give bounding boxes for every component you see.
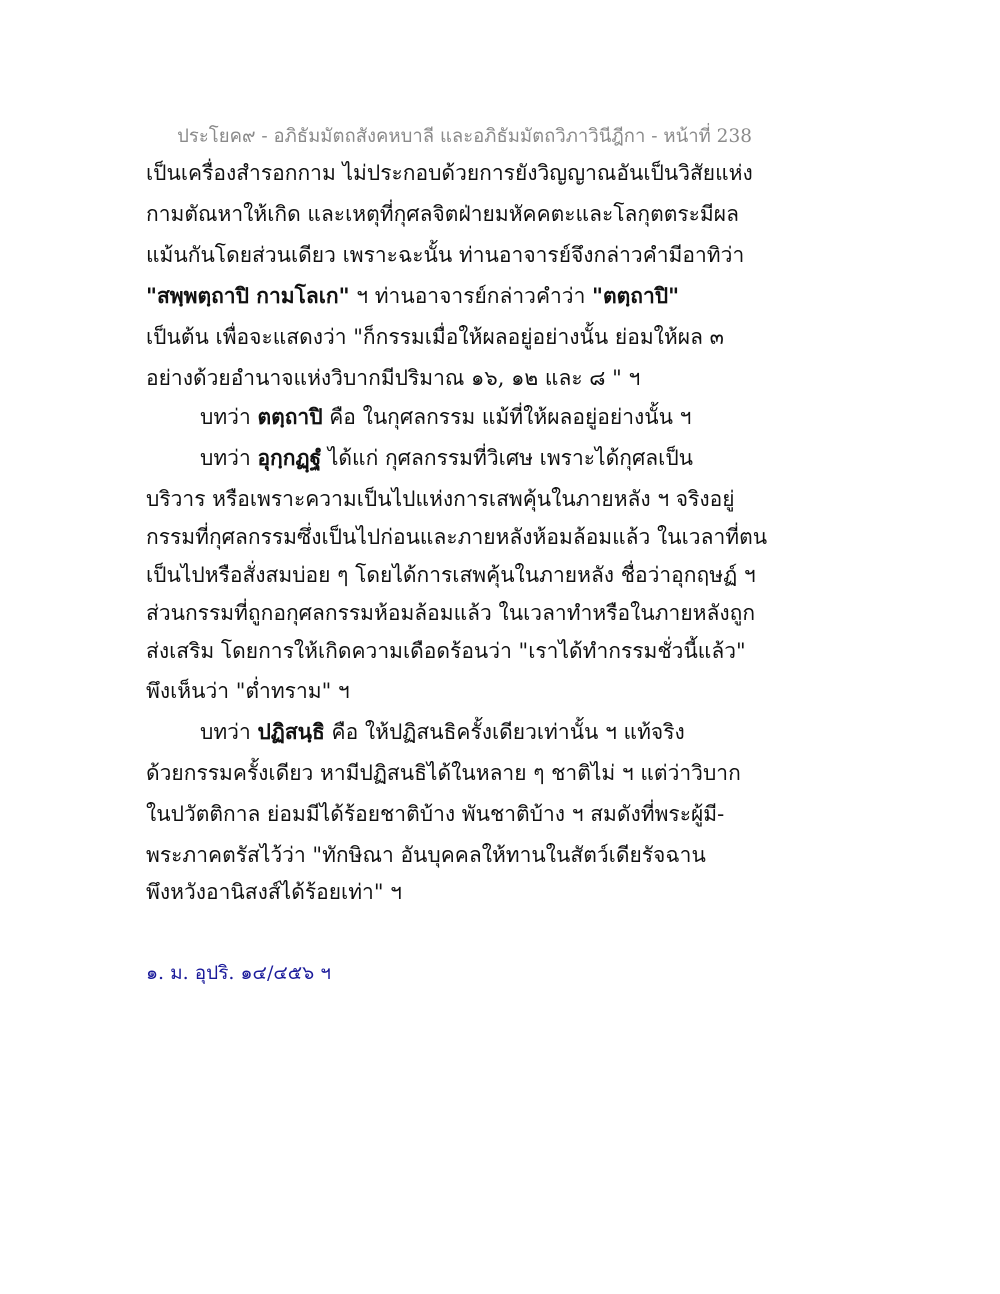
body-line: เป็นเครื่องสำรอกกาม ไม่ประกอบด้วยการยังวิญญาณอันเป็นวิสัยแห่ง bbox=[146, 161, 753, 185]
body-line: ส่วนกรรมที่ถูกอกุศลกรรมห้อมล้อมแล้ว ในเวลาทำหรือในภายหลังถูก bbox=[146, 601, 756, 625]
running-header: ประโยค๙ - อภิธัมมัตถสังคหบาลี และอภิธัมมัตถวิภาวินีฎีกา - หน้าที่ 238 bbox=[177, 126, 752, 147]
body-text: ฯ ท่านอาจารย์กล่าวคำว่า bbox=[349, 284, 593, 308]
body-text: ได้แก่ กุศลกรรมที่วิเศษ เพราะได้กุศลเป็น bbox=[321, 446, 694, 470]
body-line: ส่งเสริม โดยการให้เกิดความเดือดร้อนว่า "เราได้ทำกรรมชั่วนี้แล้ว" bbox=[146, 639, 746, 663]
body-text: คือ ในกุศลกรรม แม้ที่ให้ผลอยู่อย่างนั้น ฯ bbox=[322, 405, 692, 429]
body-text: บทว่า bbox=[200, 720, 258, 744]
bold-term: "ตตฺถาปิ" bbox=[592, 283, 680, 308]
body-line: แม้นกันโดยส่วนเดียว เพราะฉะนั้น ท่านอาจารย์จึงกล่าวคำมีอาทิว่า bbox=[146, 243, 745, 267]
body-text: คือ ให้ปฏิสนธิครั้งเดียวเท่านั้น ฯ แท้จริง bbox=[324, 720, 685, 744]
body-line bbox=[146, 281, 679, 311]
body-line: กามตัณหาให้เกิด และเหตุที่กุศลจิตฝ่ายมหัคคตะและโลกุตตระมีผล bbox=[146, 202, 739, 226]
body-line: พระภาคตรัสไว้ว่า "ทักษิณา อันบุคคลให้ทานในสัตว์เดียรัจฉาน bbox=[146, 843, 706, 867]
body-line: กรรมที่กุศลกรรมซึ่งเป็นไปก่อนและภายหลังห้อมล้อมแล้ว ในเวลาที่ตน bbox=[146, 525, 768, 549]
body-line: ในปวัตติกาล ย่อมมีได้ร้อยชาติบ้าง พันชาติบ้าง ฯ สมดังที่พระผู้มี- bbox=[146, 802, 725, 826]
body-line: เป็นไปหรือสั่งสมบ่อย ๆ โดยได้การเสพคุ้นในภายหลัง ชื่อว่าอุกฤษฏ์ ฯ bbox=[146, 563, 756, 587]
bold-term: "สพฺพตฺถาปิ กามโลเก" bbox=[146, 283, 350, 308]
bold-term: ตตฺถาปิ bbox=[257, 404, 323, 429]
body-line: อย่างด้วยอำนาจแห่งวิบากมีปริมาณ ๑๖, ๑๒ และ ๘ " ฯ bbox=[146, 366, 641, 390]
bold-term: ปฏิสนฺธิ bbox=[257, 719, 325, 744]
footnote: ๑. ม. อุปริ. ๑๔/๔๕๖ ฯ bbox=[146, 962, 331, 984]
body-line bbox=[200, 402, 691, 432]
body-text: บทว่า bbox=[200, 446, 258, 470]
body-text: บทว่า bbox=[200, 405, 258, 429]
bold-term: อุกฺกฏฺฐํ bbox=[257, 445, 322, 470]
body-line bbox=[200, 443, 693, 473]
body-line: พึงหวังอานิสงส์ได้ร้อยเท่า" ฯ bbox=[146, 880, 402, 904]
body-line: ด้วยกรรมครั้งเดียว หามีปฏิสนธิได้ในหลาย ๆ ชาติไม่ ฯ แต่ว่าวิบาก bbox=[146, 761, 741, 785]
body-line: พึงเห็นว่า "ต่ำทราม" ฯ bbox=[146, 679, 350, 703]
body-line: บริวาร หรือเพราะความเป็นไปแห่งการเสพคุ้นในภายหลัง ฯ จริงอยู่ bbox=[146, 487, 735, 511]
body-line: เป็นต้น เพื่อจะแสดงว่า "ก็กรรมเมื่อให้ผลอยู่อย่างนั้น ย่อมให้ผล ๓ bbox=[146, 325, 724, 349]
body-line bbox=[200, 717, 685, 747]
